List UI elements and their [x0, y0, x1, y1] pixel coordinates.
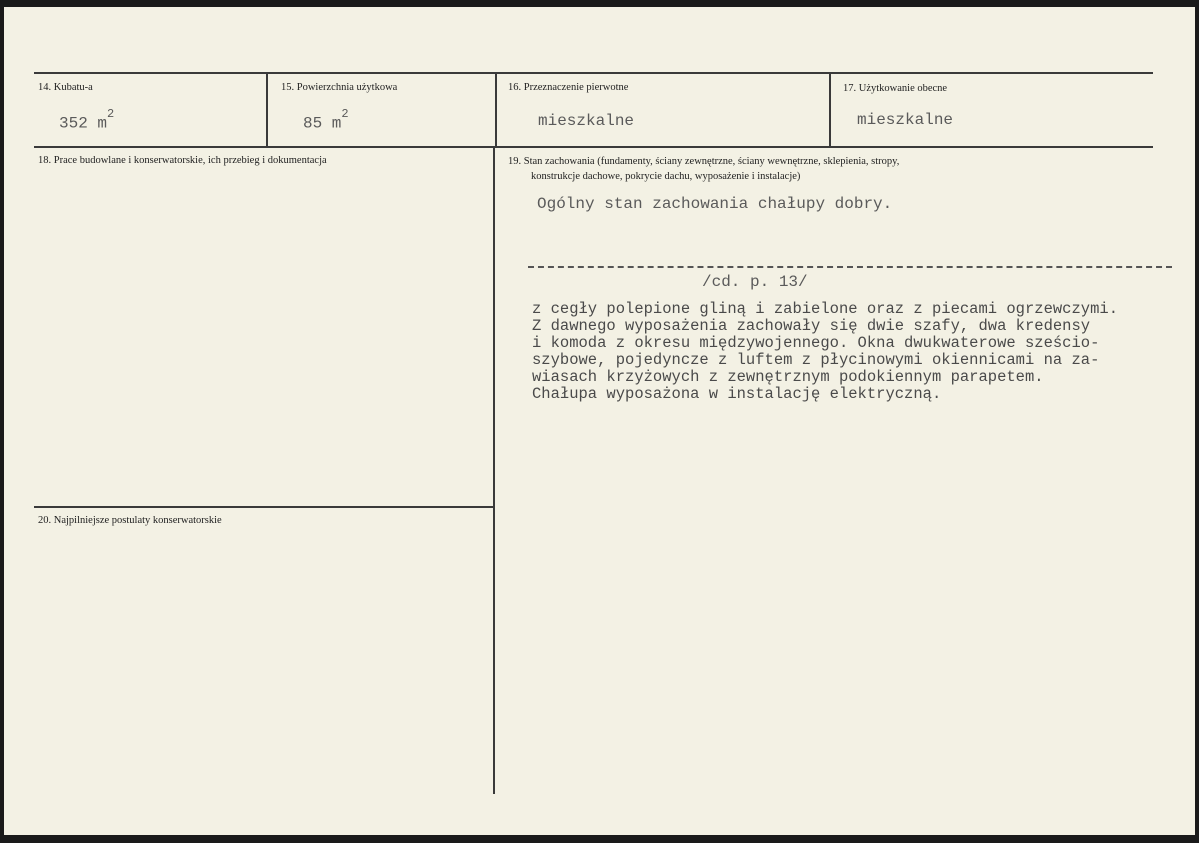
- condition-details: [532, 301, 1118, 403]
- area-value: 85 m: [303, 114, 342, 133]
- field-17-value: mieszkalne: [857, 111, 954, 129]
- condition-summary: Ogólny stan zachowania chałupy dobry.: [537, 195, 893, 213]
- field-15-label: 15. Powierzchnia użytkowa: [281, 82, 398, 93]
- condition-line-6: Chałupa wyposażona w instalację elektryczną.: [532, 385, 942, 403]
- cubature-exponent: 2: [107, 107, 115, 121]
- field-14-label: 14. Kubatu‐a: [38, 82, 93, 93]
- area-exponent: 2: [341, 107, 349, 121]
- section-18-20-divider: [34, 506, 494, 508]
- continuation-note: /cd. p. 13/: [702, 273, 808, 291]
- field-16-label: 16. Przeznaczenie pierwotne: [508, 82, 629, 93]
- field-18-label: 18. Prace budowlane i konserwatorskie, ich przebieg i dokumentacja: [38, 155, 327, 166]
- divider-15-16: [495, 74, 497, 147]
- condition-line-5: wiasach krzyżowych z zewnętrznym podokiennym parapetem.: [532, 368, 1044, 386]
- field-14-value: [59, 107, 115, 133]
- condition-line-2: Z dawnego wyposażenia zachowały się dwie szafy, dwa kredensy: [532, 317, 1091, 335]
- condition-line-3: i komoda z okresu międzywojennego. Okna dwukwaterowe sześcio-: [532, 334, 1100, 352]
- condition-line-4: szybowe, pojedyncze z luftem z płycinowymi okiennicami na za-: [532, 351, 1100, 369]
- field-16-value: mieszkalne: [538, 112, 635, 130]
- field-15-value: [303, 107, 349, 133]
- record-card: [4, 7, 1195, 835]
- field-19-label-line2: konstrukcje dachowe, pokrycie dachu, wyposażenie i instalacje): [531, 171, 801, 182]
- condition-line-1: z cegły polepione gliną i zabielone oraz z piecami ogrzewczymi.: [532, 300, 1118, 318]
- row1-bottom-rule: [34, 146, 1153, 148]
- field-17-label: 17. Użytkowanie obecne: [843, 83, 948, 94]
- dashed-separator: [528, 266, 1172, 268]
- main-vertical-divider: [493, 147, 495, 794]
- divider-14-15: [266, 74, 268, 147]
- top-rule: [34, 72, 1153, 74]
- field-20-label: 20. Najpilniejsze postulaty konserwatorskie: [38, 515, 222, 526]
- field-19-label-line1: 19. Stan zachowania (fundamenty, ściany zewnętrzne, ściany wewnętrzne, sklepienia, stropy,: [508, 156, 900, 167]
- divider-16-17: [829, 74, 831, 147]
- cubature-value: 352 m: [59, 114, 108, 133]
